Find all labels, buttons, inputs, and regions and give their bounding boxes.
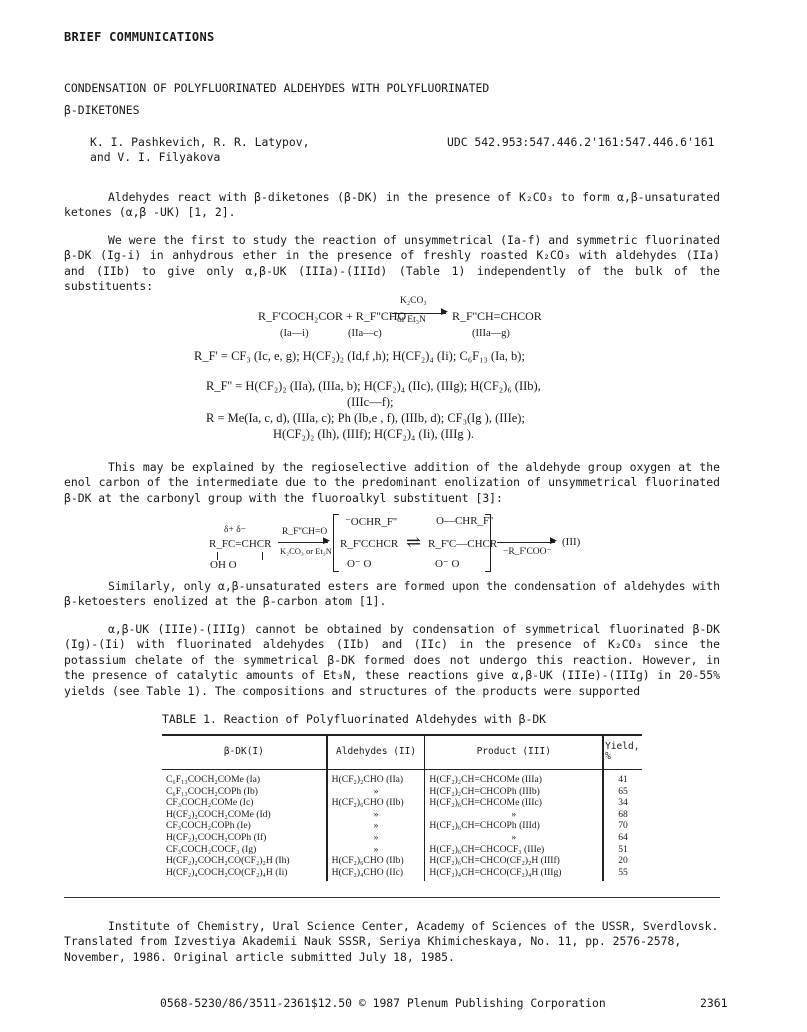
footnote: Institute of Chemistry, Ural Science Center, Academy of Sciences of the USSR, Sverdlovsk. Translated from Izvestiya Akademii Nauk SSSR, Seriya Khimicheskaya, No. 11, pp. 2576-2578, November, 1986. Original article submitted July 18, 1985. [64, 919, 719, 964]
scheme1-rf2-definition: R_F'' = H(CF₂)₂ (IIa), (IIIa, b); H(CF₂)₄ (IIc), (IIIg); H(CF₂)₆ (IIb), [206, 379, 541, 393]
scheme1-label-a: (Ia—i) [280, 328, 309, 339]
table-cell: H(CF₂)₂CHO (IIa) [327, 770, 425, 787]
authors-line2: and V. I. Filyakova [90, 150, 221, 164]
table-cell: H(CF₂)₂COCH₂COMe (Id) [166, 808, 271, 820]
table-row [162, 770, 642, 787]
table-cell: H(CF₂)₂COCH₂CO(CF₂)₂H (Ih) [166, 855, 290, 867]
scheme1-arrowhead: ▶ [441, 306, 448, 316]
scheme2-arrow-2 [497, 542, 555, 543]
journal-section-header: BRIEF COMMUNICATIONS [64, 30, 215, 44]
table-cell: CF₃COCH₂COPh (Ie) [166, 820, 251, 832]
table-cell: H(CF₂)₆CH=CHCO(CF₂)₂H (IIIf) [425, 856, 603, 868]
table-cell: 64 [603, 833, 642, 845]
authors-line1: K. I. Pashkevich, R. R. Latypov, [90, 135, 310, 149]
table-cell: 65 [603, 787, 642, 799]
scheme1-product: R_F''CH=CHCOR [452, 309, 542, 323]
table-cell: H(CF₂)₄CHO (IIc) [327, 868, 425, 882]
scheme1-rf1-definition: R_F' = CF₃ (Ic, e, g); H(CF₂)₂ (Id,f ,h); H(CF₂)₄ (Ii); C₆F₁₃ (Ia, b); [194, 349, 525, 363]
table-1 [162, 735, 642, 881]
article-title-line2: β-DIKETONES [64, 103, 140, 117]
scheme2-arrowhead-2: ▶ [550, 535, 557, 545]
table-cell: 41 [603, 770, 642, 787]
footnote-rule [64, 897, 720, 898]
scheme2-bracket-right [485, 514, 491, 572]
table-cell: H(CF₂)₂CH=CHCOMe (IIIa) [425, 770, 603, 787]
scheme2-intermediate1: R_F'CCHCR [340, 538, 399, 550]
table-caption: TABLE 1. Reaction of Polyfluorinated Aldehydes with β-DK [162, 712, 547, 726]
scheme2-partial-charges: δ+ δ− [224, 525, 247, 535]
paragraph-1: Aldehydes react with β-diketones (β-DK) in the presence of K₂CO₃ to form α,β-unsaturated ketones (α,β -UK) [1, 2]. [64, 190, 720, 220]
table-cell: H(CF₂)₄CH=CHCO(CF₂)₄H (IIIg) [425, 868, 603, 882]
table-header-yield: Yield, % [603, 735, 642, 770]
table-cell: 70 [603, 821, 642, 833]
table-cell: » [425, 833, 603, 845]
scheme2-arrow-reagent: R_F''CH=O [282, 527, 328, 537]
table-cell: H(CF₂)₆CHO (IIb) [327, 856, 425, 868]
udc-code: UDC 542.953:547.446.2'161:547.446.6'161 [447, 135, 715, 149]
table-header-bdk: β-DK(I) [162, 735, 327, 770]
table-cell: 68 [603, 810, 642, 822]
scheme1-condition-bottom: or Et₃N [397, 315, 426, 325]
table-cell: 55 [603, 868, 642, 882]
paragraph-3: This may be explained by the regioselective addition of the aldehyde group oxygen at the enol carbon of the intermediate due to the predominant enolization of unsymmetrical fluorinated β-DK at the carbonyl group with the fluoroalkyl substituent [3]: [64, 460, 720, 505]
scheme2-arrow-conditions: K₂CO₃ or Et₃N [280, 546, 332, 556]
scheme2-intermediate1-bottom: O⁻ O [347, 558, 372, 570]
scheme1-rf2-continuation: (IIIc—f); [347, 395, 394, 409]
scheme2-product-label: (III) [562, 536, 581, 548]
table-cell: H(CF₂)₄COCH₂CO(CF₂)₄H (Ii) [166, 866, 288, 878]
table-cell: C₆F₁₃COCH₂COPh (Ib) [166, 785, 259, 797]
table-header-row [162, 735, 642, 770]
table-cell: CF₃COCH₂COCF₃ (Ig) [166, 843, 257, 855]
scheme2-arrow-1 [278, 542, 328, 543]
scheme2-enol-substituents: OH O [210, 559, 237, 571]
scheme1-arrow [392, 313, 446, 314]
table-cell: » [425, 810, 603, 822]
article-title-line1: CONDENSATION OF POLYFLUORINATED ALDEHYDES WITH POLYFLUORINATED [64, 81, 490, 95]
scheme1-reactants: R_F'COCH₂COR + R_F''CHO [258, 309, 407, 323]
table-cell: CF₃COCH₂COMe (Ic) [166, 797, 254, 809]
scheme1-r-continuation: H(CF₂)₂ (Ih), (IIIf); H(CF₂)₄ (Ii), (IIIg ). [273, 427, 475, 441]
paragraph-4: Similarly, only α,β-unsaturated esters are formed upon the condensation of aldehydes with β-ketoesters enolized at the β-carbon atom [1]. [64, 579, 720, 609]
scheme2-enol: R_FC=CHCR [209, 538, 272, 550]
scheme2-intermediate2: R_F'C—CHCR [428, 538, 498, 550]
table-header-product: Product (III) [425, 735, 603, 770]
scheme1-r-definition: R = Me(Ia, c, d), (IIIa, c); Ph (Ib,e , f), (IIIb, d); CF₃(Ig ), (IIIe); [206, 411, 525, 425]
table-cell: H(CF₂)₆CHO (IIb) [327, 798, 425, 810]
table-cell: 34 [603, 798, 642, 810]
table-cell: H(CF₂)₆CH=CHCOCF₃ (IIIe) [425, 845, 603, 857]
paragraph-5: α,β-UK (IIIe)-(IIIg) cannot be obtained by condensation of symmetrical fluorinated β-DK (Ig)-(Ii) with fluorinated aldehydes (IIb) and (IIc) in the presence of K₂CO₃ since the potassium chelate of the symmetrical β-DK formed does not undergo this reaction. However, in the presence of catalytic amounts of Et₃N, these reactions give α,β-UK (IIIe)-(IIIg) in 20-55% yields (see Table 1). The compositions and structures of the products were supported [64, 622, 720, 698]
scheme2-intermediate2-top: O—CHR_F'' [436, 515, 494, 527]
scheme2-arrowhead-1: ▶ [323, 535, 330, 545]
table-cell: » [327, 787, 425, 799]
table-cell: H(CF₂)₆CH=CHCOMe (IIIc) [425, 798, 603, 810]
table-cell: » [327, 833, 425, 845]
table-cell: » [327, 810, 425, 822]
table-cell: 51 [603, 845, 642, 857]
footer-publication-code: 0568-5230/86/3511-2361$12.50 © 1987 Plenum Publishing Corporation [160, 996, 606, 1010]
scheme2-intermediate1-top: ⁻OCHR_F'' [345, 516, 397, 528]
scheme1-label-c: (IIIa—g) [472, 328, 510, 339]
table-cell: C₆F₁₃COCH₂COMe (Ia) [166, 774, 261, 785]
scheme2-elimination-label: −R_F'COO⁻ [503, 547, 552, 557]
table-cell: H(CF₂)₂CH=CHCOPh (IIIb) [425, 787, 603, 799]
scheme2-bracket-left [333, 514, 339, 572]
scheme1-condition-top: K₂CO₃ [400, 296, 427, 306]
table-cell: » [327, 821, 425, 833]
scheme2-equilibrium-arrow: ⇌ [406, 532, 422, 552]
table-cell: » [327, 845, 425, 857]
table-row [162, 856, 642, 868]
table-cell: H(CF₂)₂COCH₂COPh (If) [166, 831, 267, 843]
table-cell: H(CF₂)₆CH=CHCOPh (IIId) [425, 821, 603, 833]
scheme2-intermediate2-bottom: O⁻ O [435, 558, 460, 570]
paragraph-2: We were the first to study the reaction of unsymmetrical (Ia-f) and symmetric fluorinated β-DK (Ig-i) in anhydrous ether in the presence of freshly roasted K₂CO₃ with aldehydes (IIa) and (IIb) to give only α,β-UK (IIIa)-(IIId) (Table 1) independently of the bulk of the substituents: [64, 233, 720, 294]
table-header-aldehydes: Aldehydes (II) [327, 735, 425, 770]
table-cell: 20 [603, 856, 642, 868]
scheme1-label-b: (IIa—c) [348, 328, 382, 339]
page-number: 2361 [700, 996, 728, 1010]
table-row [162, 833, 642, 845]
table-row [162, 868, 642, 882]
scheme2-bond-o [262, 552, 263, 560]
